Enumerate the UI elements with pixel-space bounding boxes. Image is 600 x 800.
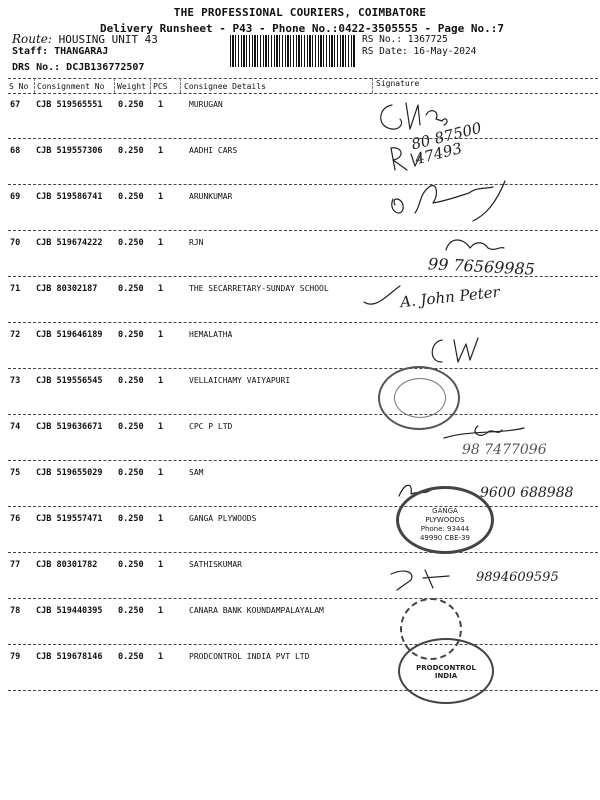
- row-separator: [8, 644, 598, 645]
- handwritten-phone-row-70: 99 76569985: [427, 254, 536, 279]
- route-label: Route:: [12, 32, 52, 46]
- table-header-rule: [8, 93, 598, 94]
- row-consignment-no: CJB 519586741: [36, 192, 103, 202]
- row-weight: 0.250: [118, 652, 144, 662]
- row-separator: [8, 368, 598, 369]
- col-header-consignee: Consignee Details: [184, 82, 266, 91]
- row-sno: 76: [10, 514, 21, 524]
- col-header-sno: S No: [9, 82, 29, 91]
- handwritten-phone-row-75: 9600 688988: [480, 485, 574, 501]
- row-consignment-no: CJB 519636671: [36, 422, 103, 432]
- row-consignment-no: CJB 519440395: [36, 606, 103, 616]
- row-pcs: 1: [158, 192, 164, 202]
- col-header-weight: Weight: [117, 82, 146, 91]
- row-separator: [8, 460, 598, 461]
- row-consignee: CPC P LTD: [189, 422, 233, 431]
- row-weight: 0.250: [118, 284, 144, 294]
- row-pcs: 1: [158, 376, 164, 386]
- row-pcs: 1: [158, 422, 164, 432]
- rs-number: RS No.: 1367725: [362, 34, 448, 45]
- row-consignee: ARUNKUMAR: [189, 192, 233, 201]
- handwritten-phone-row-74: 98 7477096: [462, 442, 547, 458]
- row-weight: 0.250: [118, 606, 144, 616]
- row-consignment-no: CJB 80302187: [36, 284, 98, 294]
- row-weight: 0.250: [118, 238, 144, 248]
- row-consignee: SAM: [189, 468, 204, 477]
- stamp-row-76-text: GANGA PLYWOODS Phone: 93444 49990 CBE-39: [419, 507, 471, 542]
- route: [12, 32, 158, 46]
- column-divider: [34, 78, 35, 93]
- row-weight: 0.250: [118, 376, 144, 386]
- row-separator: [8, 598, 598, 599]
- row-weight: 0.250: [118, 146, 144, 156]
- row-sno: 78: [10, 606, 21, 616]
- row-pcs: 1: [158, 652, 164, 662]
- row-consignee: THE SECARRETARY-SUNDAY SCHOOL: [189, 284, 329, 293]
- row-sno: 77: [10, 560, 21, 570]
- column-divider: [114, 78, 115, 93]
- row-sno: 74: [10, 422, 21, 432]
- row-consignment-no: CJB 519646189: [36, 330, 103, 340]
- row-sno: 71: [10, 284, 21, 294]
- row-sno: 69: [10, 192, 21, 202]
- row-pcs: 1: [158, 560, 164, 570]
- row-consignee: MURUGAN: [189, 100, 223, 109]
- rs-date: RS Date: 16-May-2024: [362, 46, 477, 57]
- col-header-signature: Signature: [376, 79, 420, 88]
- row-pcs: 1: [158, 146, 164, 156]
- row-sno: 79: [10, 652, 21, 662]
- row-separator: [8, 690, 598, 691]
- row-consignee: PRODCONTROL INDIA PVT LTD: [189, 652, 310, 661]
- row-sno: 75: [10, 468, 21, 478]
- row-pcs: 1: [158, 330, 164, 340]
- signature-row-72: [420, 330, 490, 370]
- row-consignment-no: CJB 519678146: [36, 652, 103, 662]
- row-consignee: RJN: [189, 238, 204, 247]
- stamp-row-79-text: PRODCONTROL INDIA: [416, 664, 476, 680]
- handwritten-phone-row-77: 9894609595: [476, 570, 559, 585]
- row-consignee: HEMALATHA: [189, 330, 233, 339]
- column-divider: [180, 78, 181, 93]
- route-value: HOUSING UNIT 43: [58, 33, 158, 46]
- row-pcs: 1: [158, 238, 164, 248]
- row-consignment-no: CJB 519674222: [36, 238, 103, 248]
- handwritten-phone-row-68: 80 87500 47493: [409, 118, 484, 169]
- row-weight: 0.250: [118, 514, 144, 524]
- col-header-pcs: PCS: [153, 82, 168, 91]
- column-divider: [372, 78, 373, 93]
- stamp-row-79: [398, 638, 494, 704]
- row-weight: 0.250: [118, 330, 144, 340]
- row-consignment-no: CJB 519556545: [36, 376, 103, 386]
- row-consignee: VELLAICHAMY VAIYAPURI: [189, 376, 291, 385]
- row-consignment-no: CJB 519655029: [36, 468, 103, 478]
- row-separator: [8, 138, 598, 139]
- company-title: THE PROFESSIONAL COURIERS, COIMBATORE: [173, 6, 427, 19]
- row-sno: 72: [10, 330, 21, 340]
- signature-row-77: [385, 560, 485, 596]
- barcode: [230, 35, 355, 67]
- row-sno: 70: [10, 238, 21, 248]
- column-divider: [150, 78, 151, 93]
- row-pcs: 1: [158, 100, 164, 110]
- row-consignment-no: CJB 80301782: [36, 560, 98, 570]
- staff: Staff: THANGARAJ: [12, 46, 109, 57]
- row-consignment-no: CJB 519565551: [36, 100, 103, 110]
- row-consignee: SATHISKUMAR: [189, 560, 242, 569]
- row-weight: 0.250: [118, 560, 144, 570]
- row-pcs: 1: [158, 606, 164, 616]
- row-consignment-no: CJB 519557306: [36, 146, 103, 156]
- row-pcs: 1: [158, 468, 164, 478]
- row-pcs: 1: [158, 284, 164, 294]
- drs-number: DRS No.: DCJB136772507: [12, 62, 145, 73]
- row-weight: 0.250: [118, 192, 144, 202]
- row-separator: [8, 506, 598, 507]
- row-sno: 73: [10, 376, 21, 386]
- row-separator: [8, 552, 598, 553]
- row-weight: 0.250: [118, 100, 144, 110]
- row-separator: [8, 414, 598, 415]
- col-header-consignment: Consignment No: [37, 82, 105, 91]
- table-top-rule: [8, 78, 598, 79]
- row-consignee: AADHI CARS: [189, 146, 238, 155]
- row-weight: 0.250: [118, 468, 144, 478]
- runsheet-line: Delivery Runsheet - P43 - Phone No.:0422-3505555 - Page No.:7: [100, 22, 504, 35]
- row-consignment-no: CJB 519557471: [36, 514, 103, 524]
- row-sno: 67: [10, 100, 21, 110]
- stamp-row-76: [396, 486, 494, 554]
- handwritten-name-row-71: A. John Peter: [399, 282, 501, 312]
- signature-row-69: [385, 175, 525, 230]
- row-weight: 0.250: [118, 422, 144, 432]
- row-consignee: CANARA BANK KOUNDAMPALAYALAM: [189, 606, 324, 615]
- row-pcs: 1: [158, 514, 164, 524]
- row-separator: [8, 322, 598, 323]
- row-consignee: GANGA PLYWOODS: [189, 514, 257, 523]
- row-sno: 68: [10, 146, 21, 156]
